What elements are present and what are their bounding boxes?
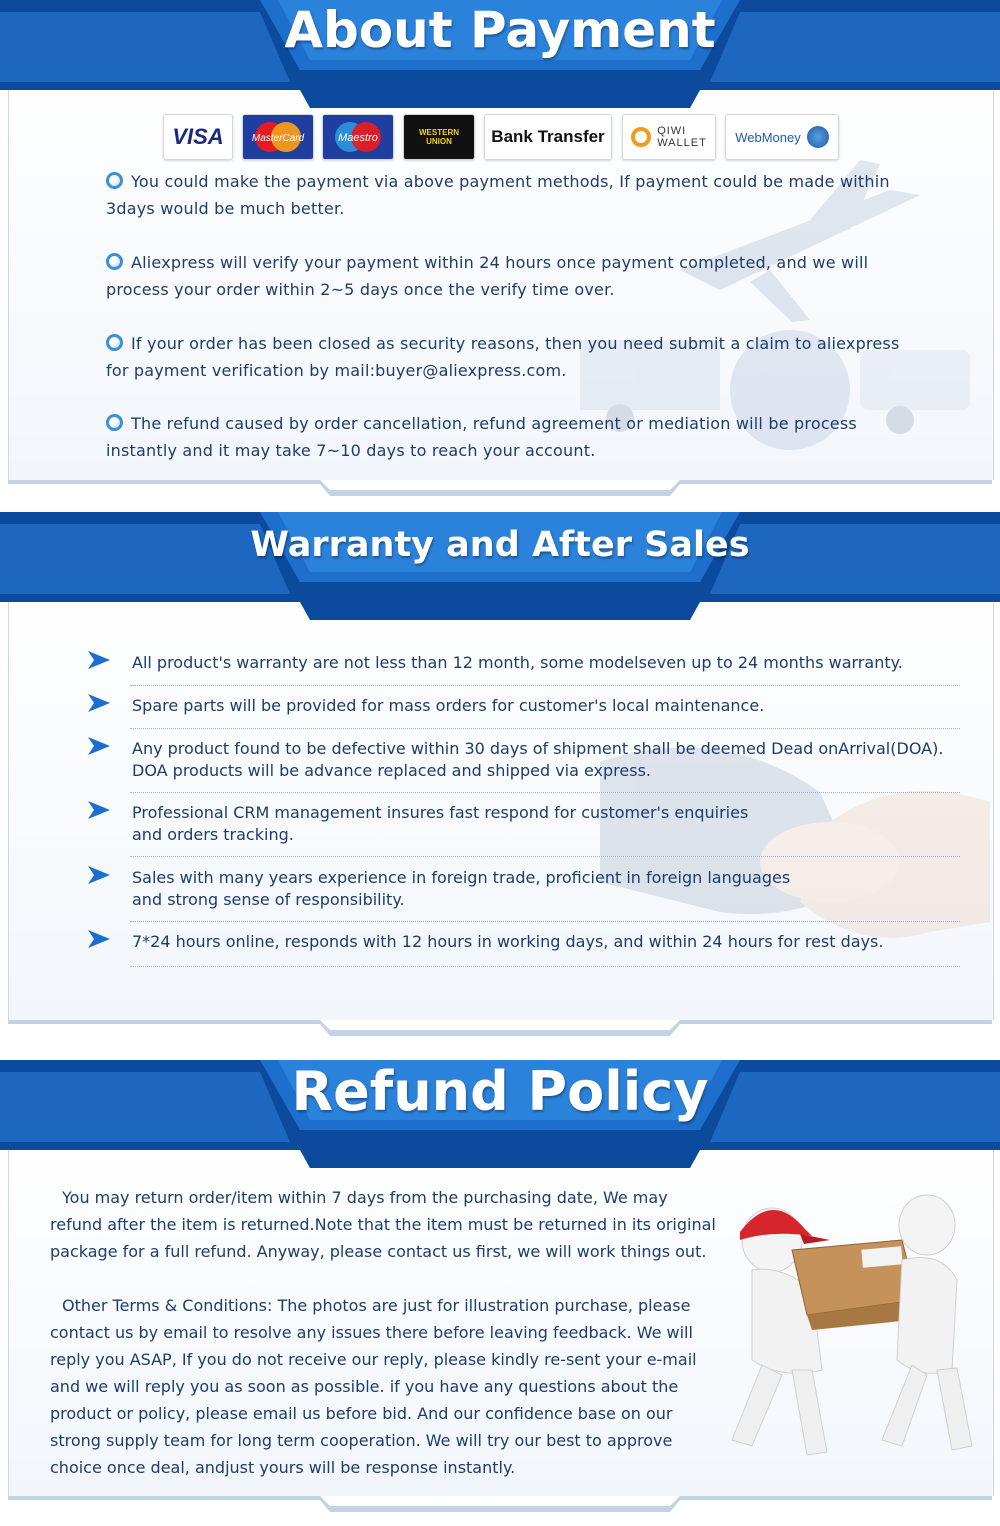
payment-point: Aliexpress will verify your payment within 24 hours once payment completed, and we will process your order within 2~5 days once the verify time over.	[106, 253, 869, 299]
webmoney-logo: WebMoney	[725, 114, 839, 160]
svg-text:Maestro: Maestro	[338, 132, 378, 144]
arrow-icon	[88, 930, 110, 948]
mastercard-logo	[242, 114, 314, 160]
delivery-men-illustration	[712, 1180, 982, 1480]
refund-paragraph-2: Other Terms & Conditions: The photos are just for illustration purchase, please contact us by email to resolve any issues there before leaving feedback. We will reply you ASAP, If you do not receive our reply, please kindly re-sent your e-mail and we will reply you as soon as possible. if you have any questions about the product or policy, please email us before bid. And our confidence base on our strong supply team for long term cooperation. We will try our best to approve choice once deal, andjust yours will be response instantly.	[50, 1296, 697, 1477]
bullet-icon	[106, 414, 123, 431]
divider	[130, 728, 960, 729]
about-payment-section	[0, 0, 1000, 500]
payment-title: About Payment	[284, 1, 716, 59]
western-union-logo: WESTERN UNION	[403, 114, 475, 160]
arrow-icon	[88, 866, 110, 884]
arrow-icon	[88, 694, 110, 712]
maestro-logo	[322, 114, 394, 160]
refund-title: Refund Policy	[291, 1060, 709, 1123]
payment-point: If your order has been closed as security reasons, then you need submit a claim to aliexpress for payment verification by mail:buyer@aliexpress.com.	[106, 334, 900, 380]
globe-icon	[807, 126, 829, 148]
bullet-icon	[106, 253, 123, 270]
refund-bottom-edge	[0, 1492, 1000, 1514]
arrow-icon	[88, 651, 110, 669]
payment-point: The refund caused by order cancellation, refund agreement or mediation will be process instantly and it may take 7~10 days to reach your account.	[106, 414, 857, 460]
refund-section	[0, 1060, 1000, 1526]
bullet-icon	[106, 172, 123, 189]
payment-point: You could make the payment via above payment methods, If payment could be made within 3days would be much better.	[106, 172, 890, 218]
divider	[130, 921, 960, 922]
warranty-section: Warranty and After Sales All product's warranty are not less than 12 month, some modelseven up to 24 months warranty. Spare parts will be provided for mass orders for customer's local maintenance. Any product found to be defective within 30 days of shipment shall be deemed Dead onArrival(DOA). DOA products will be advance replaced and shipped via express. Professional CRM management insures fast respond for customer's enquiries and orders tracking. Sales with many years experience in foreign trade, proficient in foreign languages and strong sense of responsibility. 7*24 hours online, responds with 12 hours in working days, and within 24 hours for rest days.	[0, 512, 1000, 1042]
arrow-icon	[88, 737, 110, 755]
divider	[130, 856, 960, 857]
divider	[130, 792, 960, 793]
svg-text:MasterCard: MasterCard	[251, 133, 305, 144]
payment-logos	[160, 114, 840, 160]
payment-bottom-edge	[0, 476, 1000, 498]
bank-transfer-logo: Bank Transfer	[484, 114, 612, 160]
warranty-title: Warranty and After Sales	[250, 525, 750, 565]
bullet-icon	[106, 334, 123, 351]
arrow-icon	[88, 801, 110, 819]
qiwi-icon	[631, 127, 651, 147]
visa-logo: VISA	[163, 114, 233, 160]
warranty-bottom-edge	[0, 1016, 1000, 1038]
divider	[130, 685, 960, 686]
refund-paragraph-1: You may return order/item within 7 days from the purchasing date, We may refund after the item is returned.Note that the item must be returned in its original package for a full refund. Anyway, please contact us first, we will work things out.	[50, 1188, 716, 1261]
qiwi-wallet-logo: QIWI WALLET	[622, 114, 716, 160]
divider	[130, 966, 960, 967]
